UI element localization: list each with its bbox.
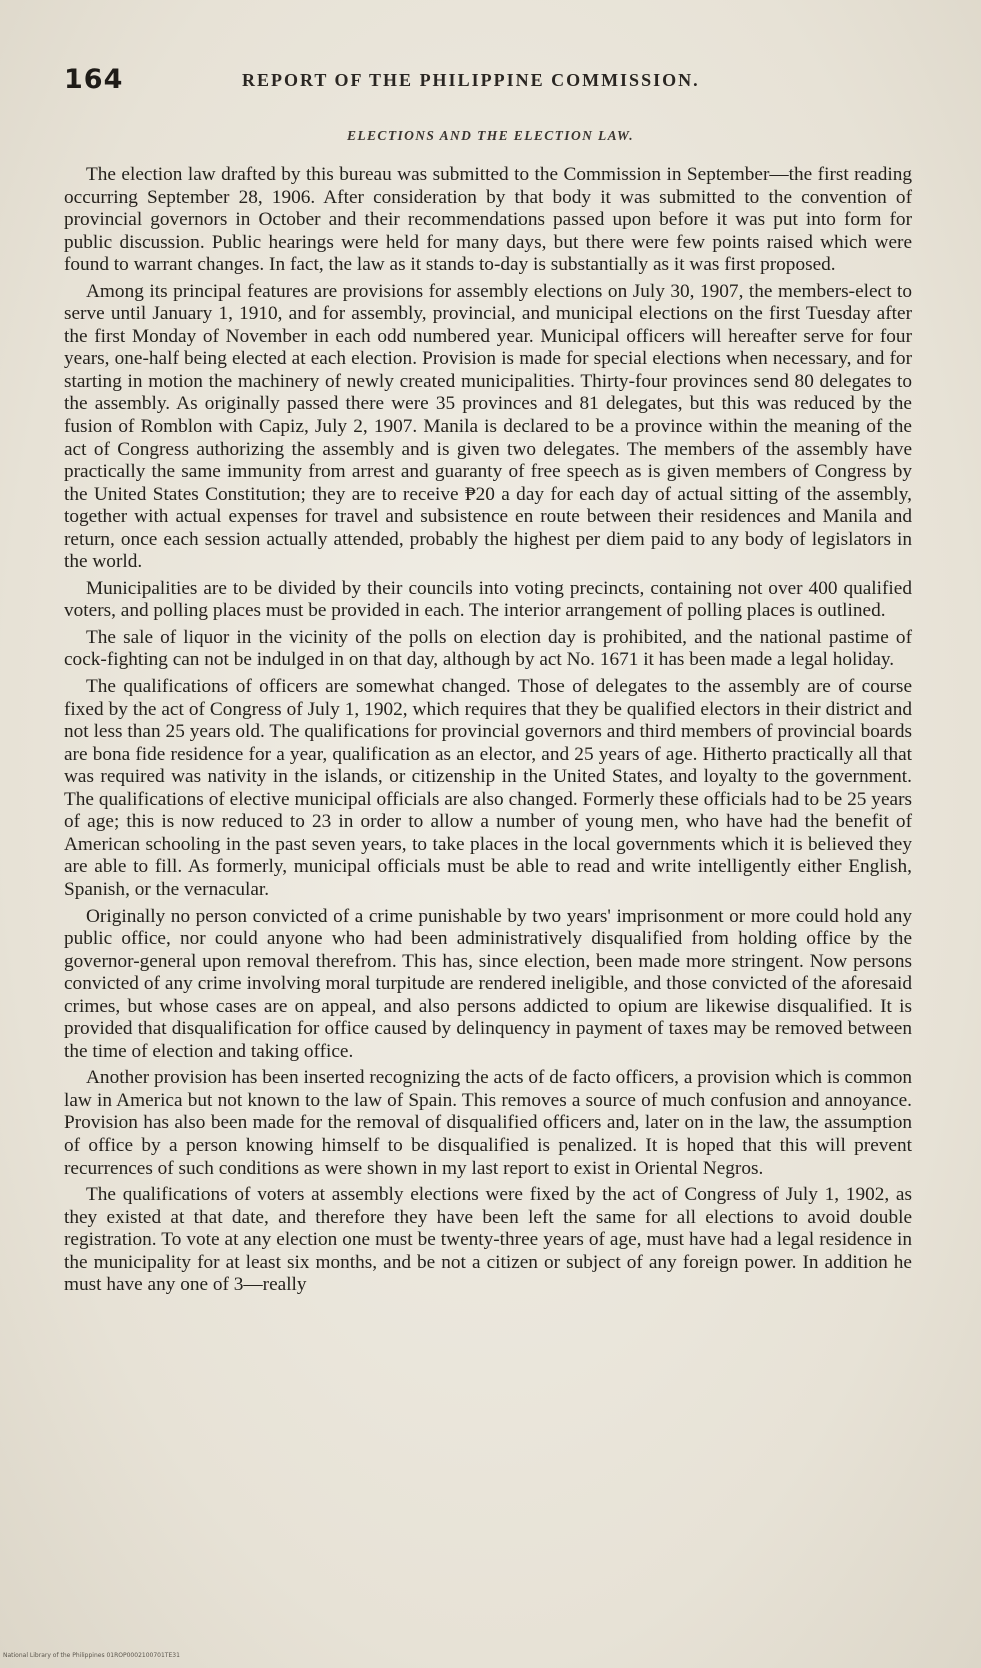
section-title: ELECTIONS AND THE ELECTION LAW.	[346, 128, 635, 143]
paragraph: The sale of liquor in the vicinity of the polls on election day is prohibited, and the national pastime of cock-fighting can not be indulged in on that day, although by act No. 1671 it has been made a legal holiday.	[64, 626, 912, 671]
paragraph: Another provision has been inserted recognizing the acts of de facto officers, a provision which is common law in America but not known to the law of Spain. This removes a source of much confusion and annoyance. Provision has also been made for the removal of disqualified officers and, later on in the law, the assumption of office by a person knowing himself to be disqualified is penalized. It is hoped that this will prevent recurrences of such conditions as were shown in my last report to exist in Oriental Negros.	[64, 1067, 912, 1179]
source-note: National Library of the Philippines 01ROP0002100701TE31	[3, 1652, 180, 1659]
paragraph: The qualifications of officers are somewhat changed. Those of delegates to the assembly are of course fixed by the act of Congress of July 1, 1902, which requires that they be qualified electors in their district and not less than 25 years old. The qualifications for provincial governors and third members of provincial boards are bona fide residence for a year, qualification as an elector, and 25 years of age. Hitherto practically all that was required was nativity in the islands, or citizenship in the United States, and loyalty to the government. The qualifications of elective municipal officials are also changed. Formerly these officials had to be 25 years of age; this is now reduced to 23 in order to allow a number of young men, who have had the benefit of American schooling in the past seven years, to take places in the local governments which it is believed they are able to fill. As formerly, municipal officials must be able to read and write intelligently either English, Spanish, or the vernacular.	[64, 676, 912, 900]
paragraph: Among its principal features are provisions for assembly elections on July 30, 1907, the members-elect to serve until January 1, 1910, and for assembly, provincial, and municipal elections on the first Tuesday after the first Monday of November in each odd numbered year. Municipal officers will hereafter serve for four years, one-half being elected at each election. Provision is made for special elections when necessary, and for starting in motion the machinery of newly created municipalities. Thirty-four provinces send 80 delegates to the assembly. As originally passed there were 35 provinces and 81 delegates, but this was reduced by the fusion of Romblon with Capiz, July 2, 1907. Manila is declared to be a province within the meaning of the act of Congress authorizing the assembly and is given two delegates. The members of the assembly have practically the same immunity from arrest and guaranty of free speech as is given members of Congress by the United States Constitution; they are to receive ₱20 a day for each day of actual sitting of the assembly, together with actual expenses for travel and subsistence en route between their residences and Manila and return, once each session actually attended, probably the highest per diem paid to any body of legislators in the world.	[64, 280, 912, 573]
paragraph: Originally no person convicted of a crime punishable by two years' imprisonment or more could hold any public office, nor could anyone who had been administratively disqualified from holding office by the governor-general upon removal therefrom. This has, since election, been made more stringent. Now persons convicted of any crime involving moral turpitude are rendered ineligible, and those convicted of the aforesaid crimes, but whose cases are on appeal, and also persons addicted to opium are likewise disqualified. It is provided that disqualification for office caused by delinquency in payment of taxes may be removed between the time of election and taking office.	[64, 905, 912, 1062]
page-number: 164	[64, 64, 124, 95]
page-header	[64, 64, 924, 104]
paragraph: The election law drafted by this bureau was submitted to the Commission in September—the first reading occurring September 28, 1906. After consideration by that body it was submitted to the convention of provincial governors in October and their recommendations passed upon before it was put into form for public discussion. Public hearings were held for many days, but there were few points raised which were found to warrant changes. In fact, the law as it stands to-day is substantially as it was first proposed.	[64, 164, 912, 276]
running-head: REPORT OF THE PHILIPPINE COMMISSION.	[242, 70, 700, 90]
paragraph: Municipalities are to be divided by their councils into voting precincts, containing not over 400 qualified voters, and polling places must be provided in each. The interior arrangement of polling places is outlined.	[64, 577, 912, 622]
body-text	[64, 164, 912, 1301]
paragraph: The qualifications of voters at assembly elections were fixed by the act of Congress of July 1, 1902, as they existed at that date, and therefore they have been left the same for all elections to avoid double registration. To vote at any election one must be twenty-three years of age, must have had a legal residence in the municipality for at least six months, and be not a citizen or subject of any foreign power. In addition he must have any one of 3—really	[64, 1184, 912, 1296]
